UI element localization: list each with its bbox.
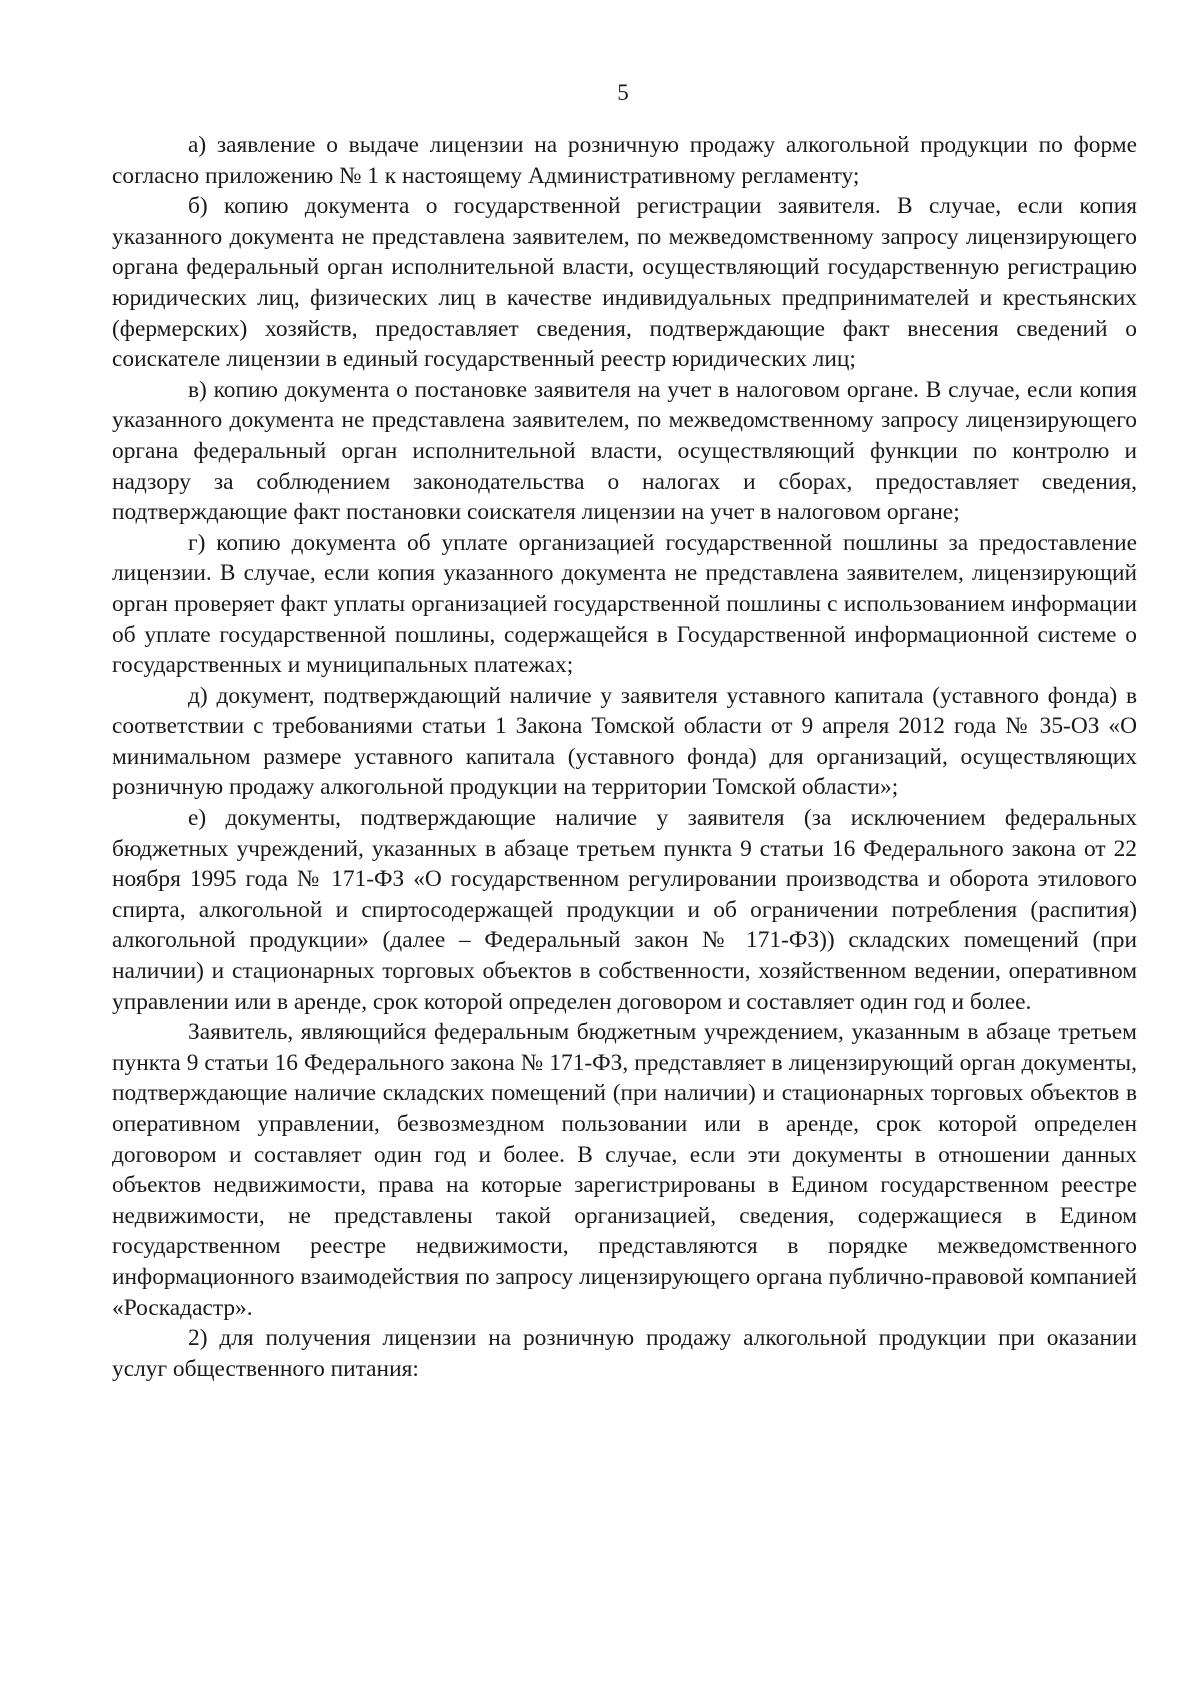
paragraph-g-state-fee-copy: г) копию документа об уплате организацией государственной пошлины за предоставление лицензии. В случае, если копия указанного документа не представлена заявителем, лицензирующий орган проверяет факт уплаты организацией государственной пошлины с использованием информации об уплате государственной пошлины, содержащейся в Государственной информационной системе о государственных и муниципальных платежах; (112, 529, 1137, 679)
paragraph-d-authorized-capital: д) документ, подтверждающий наличие у заявителя уставного капитала (уставного фонда) в соответствии с требованиями статьи 1 Закона Томской области от 9 апреля 2012 года № 35-ОЗ «О минимальном размере уставного капитала (уставного фонда) для организаций, осуществляющих розничную продажу алкогольной продукции на территории Томской области»; (112, 682, 1137, 801)
paragraph-a-application: а) заявление о выдаче лицензии на розничную продажу алкогольной продукции по форме согласно приложению № 1 к настоящему Административному регламенту; (112, 132, 1137, 189)
paragraph-e-premises-documents: е) документы, подтверждающие наличие у заявителя (за исключением федеральных бюджетных учреждений, указанных в абзаце третьем пункта 9 статьи 16 Федерального закона от 22 ноября 1995 года № 171-ФЗ «О государственном регулировании производства и оборота этилового спирта, алкогольной и спиртосодержащей продукции и об ограничении потребления (распития) алкогольной продукции» (далее – Федеральный закон № 171-ФЗ)) складских помещений (при наличии) и стационарных торговых объектов в собственности, хозяйственном ведении, оперативном управлении или в аренде, срок которой определен договором и составляет один год и более. (112, 805, 1137, 1015)
paragraph-federal-budget-applicant: Заявитель, являющийся федеральным бюджетным учреждением, указанным в абзаце третьем пункта 9 статьи 16 Федерального закона № 171-ФЗ, представляет в лицензирующий орган документы, подтверждающие наличие складских помещений (при наличии) и стационарных торговых объектов в оперативном управлении, безвозмездном пользовании или в аренде, срок которой определен договором и составляет один год и более. В случае, если эти документы в отношении данных объектов недвижимости, права на которые зарегистрированы в Едином государственном реестре недвижимости, не представлены такой организацией, сведения, содержащиеся в Едином государственном реестре недвижимости, представляются в порядке межведомственного информационного взаимодействия по запросу лицензирующего органа публично-правовой компанией «Роскадастр». (112, 1019, 1137, 1321)
paragraph-b-registration-copy: б) копию документа о государственной регистрации заявителя. В случае, если копия указанного документа не представлена заявителем, по межведомственному запросу лицензирующего органа федеральный орган исполнительной власти, осуществляющий государственную регистрацию юридических лиц, физических лиц в качестве индивидуальных предпринимателей и крестьянских (фермерских) хозяйств, предоставляет сведения, подтверждающие факт внесения сведений о соискателе лицензии в единый государственный реестр юридических лиц; (112, 193, 1137, 373)
page-number: 5 (617, 80, 629, 105)
paragraph-2-public-catering: 2) для получения лицензии на розничную продажу алкогольной продукции при оказании услуг общественного питания: (112, 1325, 1137, 1382)
paragraph-v-tax-registration-copy: в) копию документа о постановке заявителя на учет в налоговом органе. В случае, если копия указанного документа не представлена заявителем, по межведомственному запросу лицензирующего органа федеральный орган исполнительной власти, осуществляющий функции по контролю и надзору за соблюдением законодательства о налогах и сборах, предоставляет сведения, подтверждающие факт постановки соискателя лицензии на учет в налоговом органе; (112, 376, 1137, 526)
document-body (112, 130, 1137, 1384)
